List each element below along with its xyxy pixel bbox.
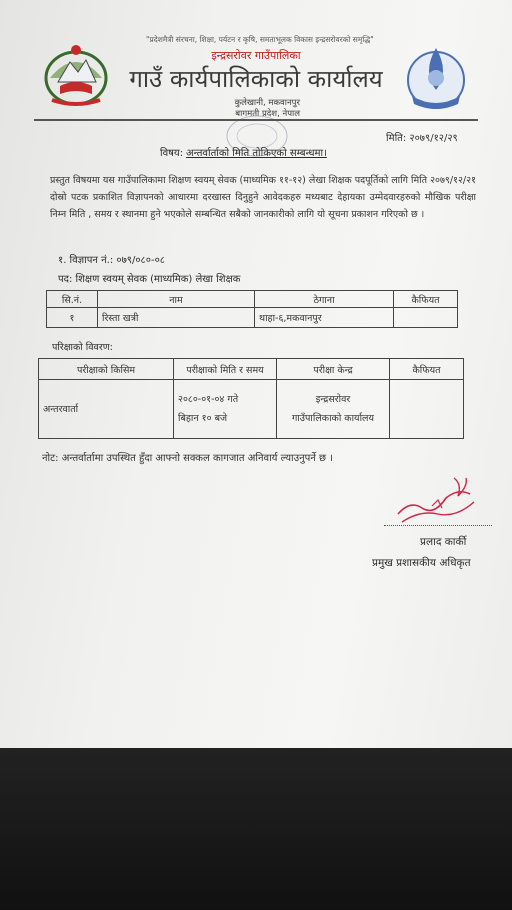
column-header: ठेगाना bbox=[255, 291, 394, 308]
office-name: इन्द्रसरोवर गाउँपालिका bbox=[211, 49, 301, 62]
exam-table bbox=[38, 358, 464, 439]
column-header: नाम bbox=[98, 291, 255, 308]
background-surface bbox=[0, 748, 512, 910]
table-cell bbox=[394, 308, 458, 328]
body-paragraph: प्रस्तुत विषयमा यस गाउँपालिकामा शिक्षण स्वयम् सेवक (माध्यमिक ११-१२) लेखा शिक्षक पदपूर्तिको लागि मिति २०७९/१२/२१ दोस्रो पटक प्रकाशित विज्ञापनको आधारमा दरखास्त दिनुहुने आवेदकहरु मध्यबाट देहायका उम्मेदवारहरुको मौखिक परीक्षा निम्न मिति , समय र स्थानमा हुने भएकोले सम्बन्धित सबैको जानकारीको लागि यो सूचना प्रकाशन गरिएको छ । bbox=[50, 175, 476, 220]
remarks-cell bbox=[390, 380, 464, 439]
advertisement-number: १. विज्ञापन नं.: ०७९/०८०-०८ bbox=[58, 255, 165, 266]
exam-date: २०८०-०१-०४ गते bbox=[178, 394, 239, 405]
date-label: मिति: २०७९/१२/२९ bbox=[386, 133, 458, 144]
column-header: कैफियत bbox=[390, 359, 464, 380]
post-title: पद: शिक्षण स्वयम् सेवक (माध्यमिक) लेखा शिक्षक bbox=[58, 274, 241, 285]
exam-centre-line-1: इन्द्रसरोवर bbox=[315, 394, 351, 405]
exam-centre-cell bbox=[277, 380, 390, 439]
exam-date-cell bbox=[174, 380, 277, 439]
subject-label: विषय: bbox=[160, 148, 184, 159]
table-row bbox=[47, 308, 458, 328]
signatory-name: प्रलाद कार्की bbox=[420, 536, 467, 548]
signatory-designation: प्रमुख प्रशासकीय अधिकृत bbox=[372, 557, 471, 569]
column-header: परीक्षाको मिति र समय bbox=[174, 359, 277, 380]
page-title: गाउँ कार्यपालिकाको कार्यालय bbox=[129, 65, 383, 93]
table-cell: थाहा-६,मकवानपुर bbox=[255, 308, 394, 328]
candidates-table bbox=[46, 290, 458, 328]
header-divider bbox=[34, 119, 478, 121]
exam-type-cell: अन्तरवार्ता bbox=[39, 380, 174, 439]
table-row bbox=[39, 380, 464, 439]
table-cell: १ bbox=[47, 308, 98, 328]
exam-centre-line-2: गाउँपालिकाको कार्यालय bbox=[292, 413, 374, 424]
table-header-row bbox=[39, 359, 464, 380]
handwritten-signature-icon bbox=[392, 470, 482, 530]
exam-details-title: परिक्षाको विवरण: bbox=[52, 342, 113, 353]
motto-text: "प्रदेशमैत्री संरचना, शिक्षा, पर्यटन र कृषि, समताभूलक विकास इन्द्रसरोवरको समृद्धि" bbox=[146, 35, 374, 44]
exam-time: बिहान १० बजे bbox=[178, 413, 228, 424]
address-line-1: कुलेखानी, मकवानपुर bbox=[234, 98, 300, 108]
subject-text: अन्तर्वार्ताको मिति तोकिएको सम्बन्धमा। bbox=[186, 148, 327, 159]
table-cell: रिस्ता खत्री bbox=[98, 308, 255, 328]
address-line-2: बागमती प्रदेश, नेपाल bbox=[235, 109, 300, 119]
column-header: कैफियत bbox=[394, 291, 458, 308]
column-header: सि.नं. bbox=[47, 291, 98, 308]
table-header-row bbox=[47, 291, 458, 308]
note-text: नोट: अन्तर्वार्तामा उपस्थित हुँदा आफ्नो सक्कल कागजात अनिवार्य ल्याउनुपर्ने छ । bbox=[42, 453, 334, 464]
signature-line bbox=[384, 525, 492, 526]
column-header: परीक्षा केन्द्र bbox=[277, 359, 390, 380]
column-header: परीक्षाको किसिम bbox=[39, 359, 174, 380]
